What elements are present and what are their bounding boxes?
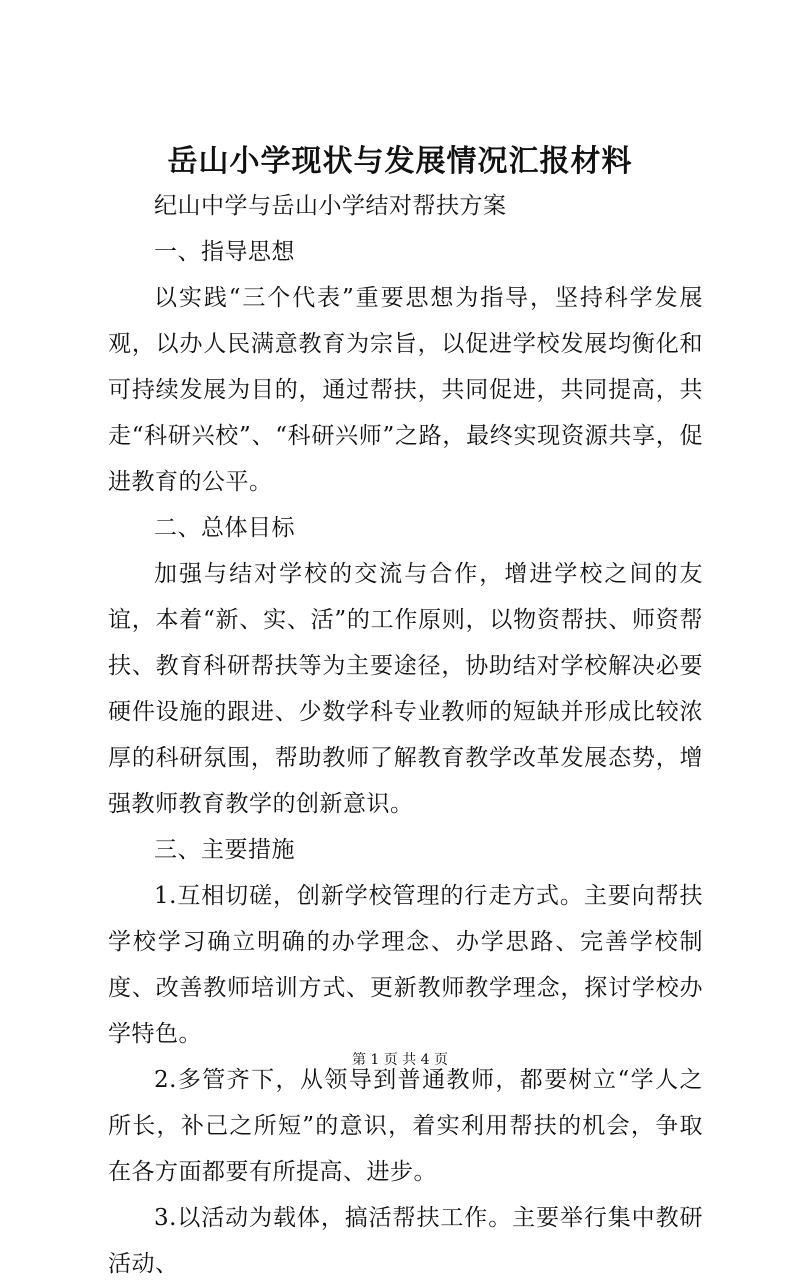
page-number-footer: 第 1 页 共 4 页 [351, 1052, 449, 1068]
section-heading-main-measures: 三、主要措施 [154, 837, 295, 863]
document-title: 岳山小学现状与发展情况汇报材料 [167, 144, 633, 179]
paragraph-measure-2: 2.多管齐下，从领导到普通教师，都要树立“学人之所长，补己之所短”的意识，着实利用帮扶的机会，争取在各方面都要有所提高、进步。 [108, 1067, 703, 1185]
paragraph-overall-goal: 加强与结对学校的交流与合作，增进学校之间的友谊，本着“新、实、活”的工作原则，以物资帮扶、师资帮扶、教育科研帮扶等为主要途径，协助结对学校解决必要硬件设施的跟进、少数学科专业教师的短缺并形成比较浓厚的科研氛围，帮助教师了解教育教学改革发展态势，增强教师教育教学的创新意识。 [108, 561, 703, 817]
paragraph-measure-1: 1.互相切磋，创新学校管理的行走方式。主要向帮扶学校学习确立明确的办学理念、办学思路、完善学校制度、改善教师培训方式、更新教师教学理念，探讨学校办学特色。 [108, 883, 703, 1047]
section-heading-overall-goal: 二、总体目标 [154, 515, 295, 541]
paragraph-subtitle: 纪山中学与岳山小学结对帮扶方案 [154, 193, 507, 219]
document-body [108, 183, 703, 1287]
paragraph-measure-3: 3.以活动为载体，搞活帮扶工作。主要举行集中教研活动、 [108, 1205, 703, 1277]
section-heading-guiding-ideology: 一、指导思想 [154, 239, 295, 265]
paragraph-guiding-ideology: 以实践“三个代表”重要思想为指导，坚持科学发展观，以办人民满意教育为宗旨，以促进学校发展均衡化和可持续发展为目的，通过帮扶，共同促进，共同提高，共走“科研兴校”、“科研兴师”之路，最终实现资源共享，促进教育的公平。 [108, 285, 703, 495]
